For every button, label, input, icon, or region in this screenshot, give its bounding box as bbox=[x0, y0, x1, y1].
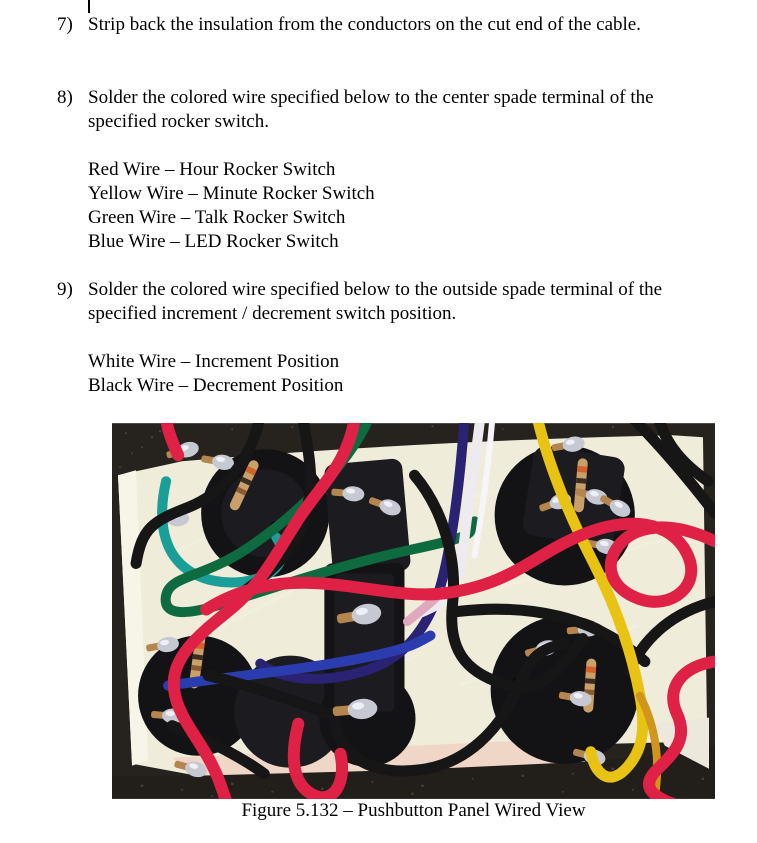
list-item-8-line-1: Solder the colored wire specified below to the center spade terminal of the bbox=[88, 87, 654, 108]
wire-list-8-red: Red Wire – Hour Rocker Switch bbox=[88, 159, 336, 180]
list-item-7-line-1: Strip back the insulation from the conductors on the cut end of the cable. bbox=[88, 14, 641, 35]
list-number-9: 9) bbox=[57, 279, 73, 300]
list-item-9-line-2: specified increment / decrement switch position. bbox=[88, 303, 457, 324]
wire-list-9-white: White Wire – Increment Position bbox=[88, 351, 340, 372]
list-item-9-line-1: Solder the colored wire specified below to the outside spade terminal of the bbox=[88, 279, 663, 300]
list-number-7: 7) bbox=[57, 14, 73, 35]
wire-list-8-yellow: Yellow Wire – Minute Rocker Switch bbox=[88, 183, 375, 204]
figure-caption: Figure 5.132 – Pushbutton Panel Wired View bbox=[241, 800, 586, 821]
wire-list-9 bbox=[88, 350, 343, 398]
text-cursor bbox=[88, 0, 90, 13]
list-item-8 bbox=[0, 86, 757, 134]
figure-photo-pushbutton-panel bbox=[112, 423, 715, 799]
wire-list-8-blue: Blue Wire – LED Rocker Switch bbox=[88, 231, 339, 252]
wire-list-9-black: Black Wire – Decrement Position bbox=[88, 375, 344, 396]
list-item-8-line-2: specified rocker switch. bbox=[88, 111, 269, 132]
list-number-8: 8) bbox=[57, 87, 73, 108]
wire-list-8 bbox=[88, 158, 375, 254]
panel-photo-illustration bbox=[112, 423, 715, 799]
list-item-9 bbox=[0, 278, 757, 326]
list-item-7 bbox=[0, 13, 757, 37]
wire-list-8-green: Green Wire – Talk Rocker Switch bbox=[88, 207, 346, 228]
